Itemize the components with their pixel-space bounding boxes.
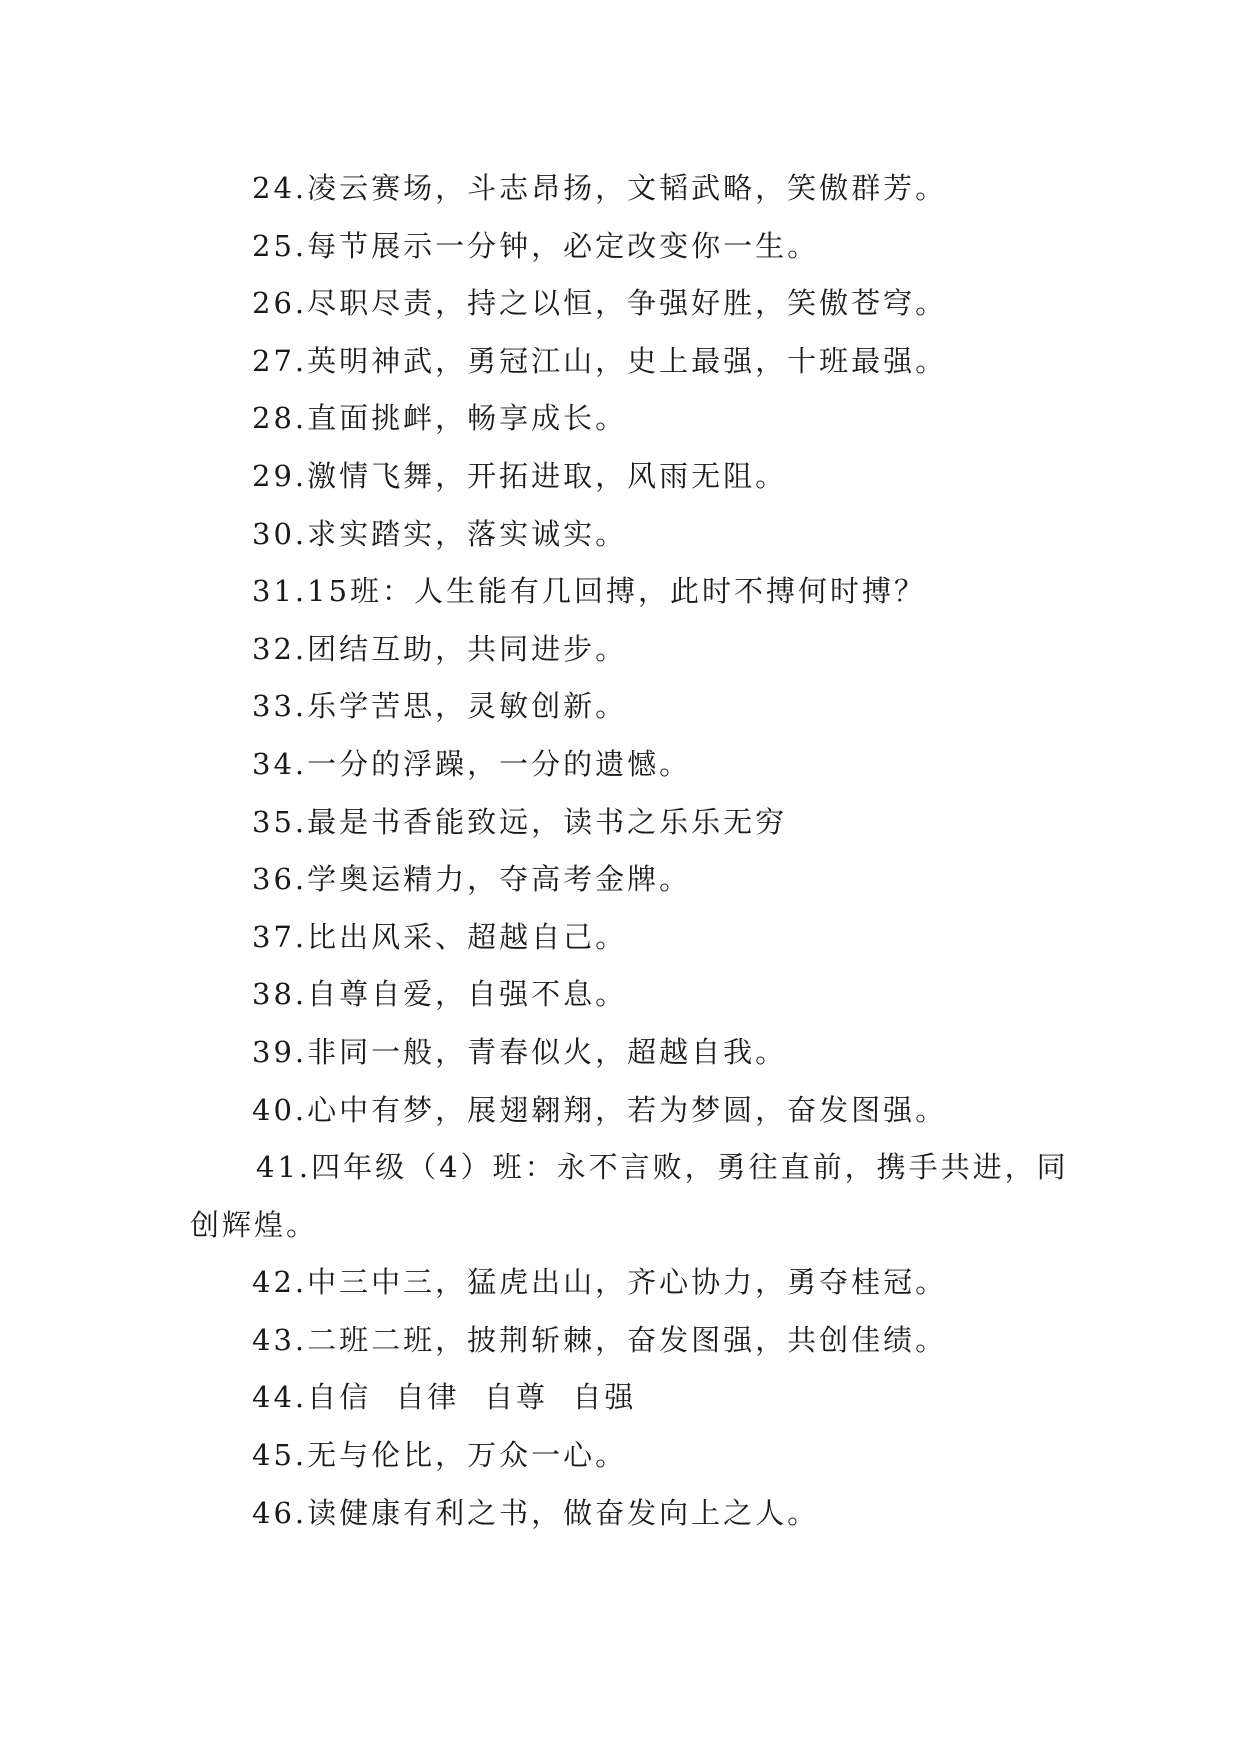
list-item: 30.求实踏实，落实诚实。 xyxy=(252,516,628,551)
list-item: 45.无与伦比，万众一心。 xyxy=(252,1438,628,1473)
list-item: 31.15班：人生能有几回搏，此时不搏何时搏？ xyxy=(252,574,927,609)
list-item: 34.一分的浮躁，一分的遗憾。 xyxy=(252,746,692,781)
list-item: 46.读健康有利之书，做奋发向上之人。 xyxy=(252,1495,820,1530)
list-item: 24.凌云赛场，斗志昂扬，文韬武略，笑傲群芳。 xyxy=(252,171,948,205)
slogan-list xyxy=(190,160,1070,1542)
list-item: 42.中三中三，猛虎出山，齐心协力，勇夺桂冠。 xyxy=(252,1265,948,1300)
list-item: 39.非同一般，青春似火，超越自我。 xyxy=(252,1034,788,1069)
list-item: 44.自信 自律 自尊 自强 xyxy=(252,1380,637,1415)
list-item: 27.英明神武，勇冠江山，史上最强，十班最强。 xyxy=(252,343,948,378)
list-item: 32.团结互助，共同进步。 xyxy=(252,631,628,666)
list-item: 40.心中有梦，展翅翱翔，若为梦圆，奋发图强。 xyxy=(252,1092,948,1127)
list-item: 37.比出风采、超越自己。 xyxy=(252,919,628,954)
list-item: 41.四年级（4）班：永不言败，勇往直前，携手共进，同创辉煌。 xyxy=(190,1150,1069,1242)
list-item: 35.最是书香能致远，读书之乐乐无穷 xyxy=(252,804,788,839)
list-item: 36.学奥运精力，夺高考金牌。 xyxy=(252,862,692,897)
list-item: 43.二班二班，披荆斩棘，奋发图强，共创佳绩。 xyxy=(252,1322,948,1357)
list-item: 28.直面挑衅，畅享成长。 xyxy=(252,401,628,436)
list-item: 33.乐学苦思，灵敏创新。 xyxy=(252,689,628,724)
list-item: 38.自尊自爱，自强不息。 xyxy=(252,977,628,1012)
list-item: 25.每节展示一分钟，必定改变你一生。 xyxy=(252,228,820,263)
list-item: 29.激情飞舞，开拓进取，风雨无阻。 xyxy=(252,458,788,493)
list-item: 26.尽职尽责，持之以恒，争强好胜，笑傲苍穹。 xyxy=(252,286,948,321)
